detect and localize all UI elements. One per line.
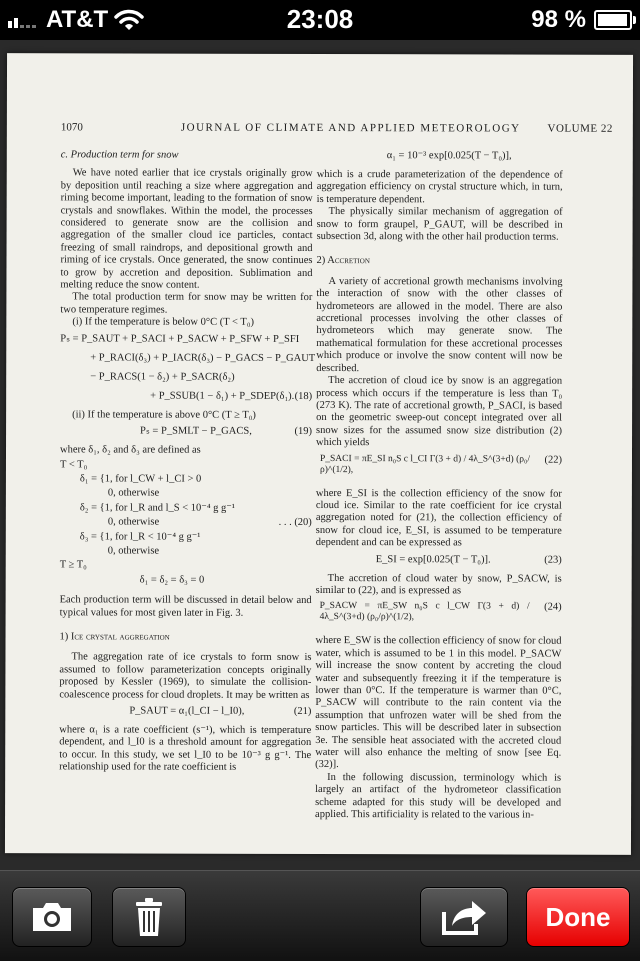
- condition-label: T < T₀: [59, 458, 88, 470]
- condition-label: T ≥ T₀: [59, 559, 87, 571]
- delta3-case1: δ₃ = {1, for l_R < 10⁻⁴ g g⁻¹: [79, 530, 201, 543]
- paragraph: which is a crude parameterization of the dependence of aggregation efficiency on crystal structure which, in turn, is temperature dependent.: [316, 168, 563, 206]
- volume-label: VOLUME 22: [547, 122, 613, 135]
- equation-number: (24): [544, 601, 562, 614]
- journal-title: JOURNAL OF CLIMATE AND APPLIED METEOROLOGY: [180, 121, 521, 135]
- paragraph: We have noted earlier that ice crystals originally grow by deposition until reaching a size where aggregation and riming become important, leading to the formation of snow crystals and snowflakes. Within the model, the processes considered to generate snow are the collision and aggregation of the smaller cloud ice particles, contact freezing of small raindrops, and depositional growth and riming of ice crystals. Once generated, the snow continues to grow by accretion and deposition. Sublimation and melting reduce the snow content.: [60, 167, 313, 291]
- equation-22: P_SACI = πE_SI n₀S c l_CI Γ(3 + d) / 4λ_S^(3+d) (ρ₀/ρ)^(1/2), (22): [319, 453, 563, 475]
- equation-alpha: α₁ = 10⁻³ exp[0.025(T − T₀)],: [386, 150, 512, 162]
- paragraph: The physically similar mechanism of aggregation of snow to form graupel, P_GAUT, will be described in subsection 3d, along with the other hail production terms.: [316, 206, 563, 243]
- equation-19: Pₛ = P_SMLT − P_GACS, (19): [140, 425, 313, 438]
- battery-icon: [594, 10, 632, 30]
- right-column: [315, 146, 563, 822]
- equation-number: (22): [544, 454, 563, 466]
- left-column: [59, 145, 316, 774]
- battery-status: [531, 6, 632, 34]
- camera-icon: [29, 900, 75, 934]
- equation-number: (23): [544, 554, 562, 566]
- delta2-case1: δ₂ = {1, for l_R and l_S < 10⁻⁴ g g⁻¹: [79, 502, 235, 514]
- equation-24: P_SACW = πE_SW n₀S c l_CW Γ(3 + d) / 4λ_S^(3+d) (ρ₀/ρ)^(1/2), (24): [319, 601, 562, 623]
- battery-percent: 98 %: [531, 6, 586, 33]
- paragraph: In the following discussion, terminology which is largely an artifact of the hydrometeor classification scheme adapted for this study will be developed and applied. This artificiality is related to the various in-: [315, 771, 562, 821]
- share-button[interactable]: [420, 887, 508, 947]
- trash-icon: [134, 897, 164, 937]
- camera-button[interactable]: [12, 887, 92, 947]
- paragraph: The total production term for snow may be written for two temperature regimes.: [60, 291, 313, 316]
- clock: 23:08: [286, 4, 354, 34]
- bottom-toolbar: [0, 870, 640, 961]
- paragraph: The accretion of cloud water by snow, P_SACW, is similar to (22), and is expressed as: [315, 572, 562, 597]
- subsection-heading: 1) Ice crystal aggregation: [59, 631, 170, 643]
- delta1-case1: δ₁ = {1, for l_CW + l_CI > 0: [79, 473, 202, 485]
- status-bar: [0, 0, 640, 40]
- equation-number: . . . (20): [278, 517, 312, 529]
- paragraph: where α₁ is a rate coefficient (s⁻¹), which is temperature dependent, and l_I0 is a threshold amount for aggregation to occur. In this study, we set l_I0 to be 10⁻³ g g⁻¹. The relationship used for the rate coefficient is: [59, 724, 312, 774]
- page-number: 1070: [60, 121, 83, 134]
- delete-button[interactable]: [112, 887, 186, 947]
- case-label: (i) If the temperature is below 0°C (T < T₀): [72, 316, 254, 329]
- photo-viewer[interactable]: [0, 40, 640, 870]
- paragraph: where E_SI is the collection efficiency of the snow for cloud ice. Similar to the rate coefficient for ice crystal aggregation noted for (21), the collection efficiency of snow for cloud ice, E_SI, is assumed to be temperature dependent and can be expressed as: [315, 487, 562, 549]
- subsection-heading: 2) Accretion: [316, 255, 370, 267]
- delta3-case2: 0, otherwise: [107, 545, 160, 557]
- equation-18-line4: + P_SSUB(1 − δ₁) + P_SDEP(δ₁). (18): [150, 390, 313, 402]
- equation-number: (21): [293, 705, 312, 717]
- paragraph: where E_SW is the collection efficiency of snow for cloud water, which is assumed to be 1 in this model. P_SACW will increase the snow content by accreting the cloud water and subsequently freezing it if the temperature is lower than 0°C. If the temperature is warmer than 0°C, P_SACW will contribute to the rain content via the assumption that unfrozen water will be shed from the snow particles. This will be described later in subsection 3e. The sensible heat associated with the accreted cloud water will also enhance the melting of snow [see Eq. (32)].: [315, 635, 562, 771]
- equation-18-line1: Pₛ = P_SAUT + P_SACI + P_SACW + P_SFW + P_SFI: [60, 333, 300, 345]
- paragraph: The aggregation rate of ice crystals to form snow is assumed to follow parameterization concepts originally proposed by Kessler (1969), to simulate the collision-coalescence process for cloud droplets. It may be written as: [59, 651, 312, 701]
- equation-number: (19): [294, 426, 313, 438]
- section-heading: c. Production term for snow: [60, 149, 179, 161]
- equation-23: E_SI = exp[0.025(T − T₀)]. (23): [375, 553, 562, 566]
- case-label: (ii) If the temperature is above 0°C (T ≥ T₀): [72, 409, 256, 421]
- carrier-name: AT&T: [46, 6, 109, 33]
- paragraph: The accretion of cloud ice by snow is an aggregation process which occurs if the temperature is less than T₀ (273 K). The rate of accretional growth, P_SACI, is based on the geometric sweep-out concept integrated over all snow sizes for the assumed snow size distribution (2) which yields: [316, 375, 563, 449]
- paragraph: A variety of accretional growth mechanisms involving the interaction of snow with the other classes of hydrometeors are allowed in the model. There are also accretional processes involving the other classes of hydrometeors which may generate snow. The mathematical formulation for these accretional processes which produce or involve the snow content will now be described.: [316, 275, 563, 374]
- paragraph: Each production term will be discussed in detail below and typical values for most given later in Fig. 3.: [59, 594, 312, 619]
- delta2-case2: 0, otherwise . . . (20): [107, 516, 312, 529]
- share-icon: [440, 898, 488, 936]
- delta1-case2: 0, otherwise: [107, 487, 160, 499]
- document-page: [5, 53, 633, 855]
- equation-18-line3: − P_RACS(1 − δ₂) + P_SACR(δ₂): [90, 371, 235, 383]
- paragraph: where δ₁, δ₂ and δ₃ are defined as: [59, 444, 201, 456]
- equation-number: (18): [294, 390, 313, 402]
- deltas-zero: δ₁ = δ₂ = δ₃ = 0: [139, 574, 205, 586]
- done-button[interactable]: Done: [526, 887, 630, 947]
- equation-18-line2: + P_RACI(δ₃) + P_IACR(δ₃) − P_GACS − P_GAUT: [90, 352, 316, 364]
- running-head: [61, 121, 613, 138]
- equation-21: P_SAUT = α₁(l_CI − l_I0), (21): [129, 705, 312, 717]
